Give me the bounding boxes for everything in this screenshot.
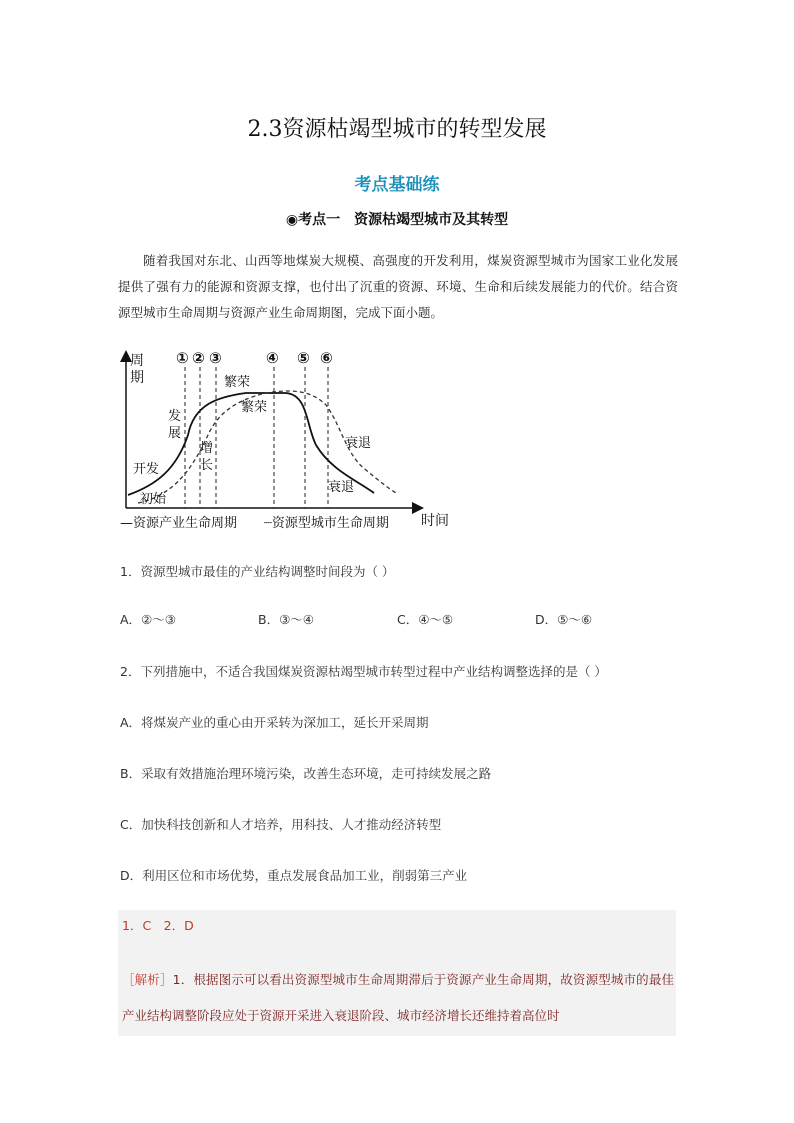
analysis-text: 1．根据图示可以看出资源型城市生命周期滞后于资源产业生命周期，故资源型城市的最佳产业结构调整阶段应处于资源开采进入衰退阶段、城市经济增长还维持着高位时 bbox=[122, 972, 674, 1023]
q1-option-d[interactable]: D．⑤～⑥ bbox=[535, 612, 593, 627]
label-shuaitui-city: 衰退 bbox=[345, 436, 372, 451]
label-fanrong-city: 繁荣 bbox=[241, 400, 268, 415]
question-1-stem: 1．资源型城市最佳的产业结构调整时间段为（ ） bbox=[120, 564, 395, 579]
label-fazhan-1: 发 bbox=[168, 409, 182, 424]
q2-option-a[interactable]: A．将煤炭产业的重心由开采转为深加工，延长开采周期 bbox=[120, 715, 429, 730]
q2-option-b[interactable]: B．采取有效措施治理环境污染，改善生态环境，走可持续发展之路 bbox=[120, 766, 492, 781]
x-axis-label: 时间 bbox=[421, 513, 449, 529]
label-kaifa: 开发 bbox=[133, 462, 160, 477]
label-zengzhang-1: 增 bbox=[200, 441, 214, 456]
intro-paragraph: 随着我国对东北、山西等地煤炭大规模、高强度的开发利用，煤炭资源型城市为国家工业化发展提供了强有力的能源和资源支撑，也付出了沉重的资源、环境、生命和后续发展能力的代价。结合资源型城市生命周期与资源产业生命周期图，完成下面小题。 bbox=[118, 253, 678, 320]
q1-option-a[interactable]: A．②～③ bbox=[120, 612, 176, 627]
q2-option-d[interactable]: D．利用区位和市场优势，重点发展食品加工业，削弱第三产业 bbox=[120, 868, 468, 883]
y-axis-label-1: 周 bbox=[130, 353, 144, 369]
section-heading: 考点基础练 bbox=[354, 175, 440, 195]
q1-option-b[interactable]: B．③～④ bbox=[258, 612, 314, 627]
marker-6: ⑥ bbox=[320, 349, 333, 367]
marker-3: ③ bbox=[209, 349, 222, 367]
marker-2: ② bbox=[192, 349, 205, 367]
legend-city: ┈资源型城市生命周期 bbox=[264, 516, 389, 531]
label-zengzhang-2: 长 bbox=[200, 458, 214, 473]
analysis-paragraph bbox=[122, 962, 674, 1034]
label-chushi: 初始 bbox=[140, 492, 167, 507]
q2-option-c[interactable]: C．加快科技创新和人才培养，用科技、人才推动经济转型 bbox=[120, 817, 442, 832]
label-fazhan-2: 展 bbox=[168, 426, 182, 441]
page-title: 2.3资源枯竭型城市的转型发展 bbox=[247, 117, 547, 142]
marker-5: ⑤ bbox=[297, 349, 310, 367]
legend-industry: —资源产业生命周期 bbox=[120, 516, 238, 531]
answer-line: 1．C 2．D bbox=[122, 918, 194, 933]
marker-1: ① bbox=[176, 349, 189, 367]
label-fanrong-industry: 繁荣 bbox=[224, 375, 251, 390]
analysis-tag: ［解析］ bbox=[122, 972, 173, 987]
label-shuaitui-industry: 衰退 bbox=[328, 480, 355, 495]
topic-heading: ◉考点一 资源枯竭型城市及其转型 bbox=[285, 212, 509, 228]
q1-option-c[interactable]: C．④～⑤ bbox=[397, 612, 454, 627]
life-cycle-figure bbox=[116, 345, 456, 535]
answer-box bbox=[118, 910, 676, 1036]
question-1-options bbox=[120, 610, 640, 630]
question-2-stem: 2．下列措施中，不适合我国煤炭资源枯竭型城市转型过程中产业结构调整选择的是（ ） bbox=[120, 664, 607, 679]
marker-4: ④ bbox=[266, 349, 279, 367]
y-axis-label-2: 期 bbox=[130, 370, 144, 386]
